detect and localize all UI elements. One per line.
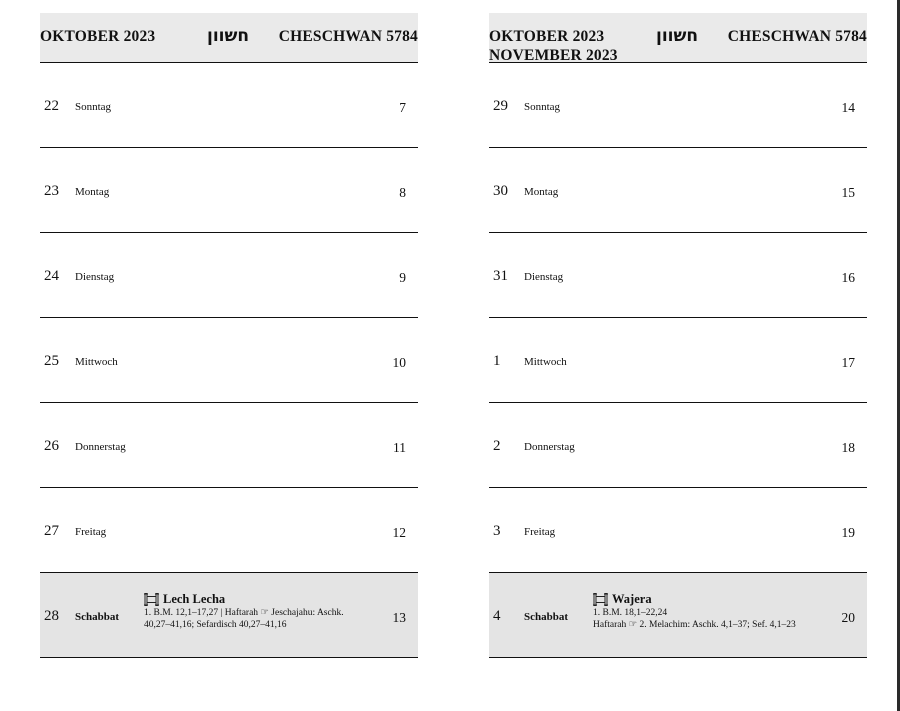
hebrew-date: 8 (399, 185, 406, 200)
day-row[interactable] (40, 318, 418, 403)
torah-scroll-icon (593, 593, 608, 606)
day-number: 22 (44, 98, 59, 114)
weekday-name: Dienstag (524, 271, 564, 283)
day-number: 2 (493, 438, 501, 454)
day-row[interactable] (489, 148, 867, 233)
day-row[interactable] (40, 488, 418, 573)
weekday-name: Mittwoch (75, 356, 118, 368)
day-row[interactable] (489, 63, 867, 148)
day-row[interactable] (40, 233, 418, 318)
day-row[interactable] (489, 488, 867, 573)
parasha-title (144, 591, 374, 607)
hebrew-date: 20 (841, 610, 855, 625)
day-number: 4 (493, 608, 501, 624)
day-number: 3 (493, 523, 501, 539)
page-header (489, 13, 867, 63)
torah-scroll-icon (144, 593, 159, 606)
weekday-name: Montag (524, 186, 559, 198)
weekday-name: Mittwoch (524, 356, 567, 368)
hebrew-date: 10 (392, 355, 406, 370)
hebrew-date: 17 (841, 355, 855, 370)
weekday-name: Freitag (524, 526, 556, 538)
day-number: 1 (493, 353, 501, 369)
right-calendar-page (489, 13, 867, 658)
weekday-name: Donnerstag (75, 441, 126, 453)
hebrew-date: 9 (399, 270, 406, 285)
weekday-name: Sonntag (524, 101, 561, 113)
day-number: 23 (44, 183, 59, 199)
page-header (40, 13, 418, 63)
parasha-reading-line1: 1. B.M. 12,1–17,27 | Haftarah ☞ Jeschajahu: Aschk. (144, 608, 344, 618)
day-number: 31 (493, 268, 508, 284)
hebrew-date: 7 (399, 100, 406, 115)
day-row[interactable] (489, 318, 867, 403)
day-number: 26 (44, 438, 59, 454)
hebrew-date: 14 (841, 100, 855, 115)
parasha-title (593, 591, 823, 607)
day-row[interactable] (489, 233, 867, 318)
parasha-reading-line2: 40,27–41,16; Sefardisch 40,27–41,16 (144, 620, 287, 630)
day-row[interactable] (40, 63, 418, 148)
weekday-name: Donnerstag (524, 441, 575, 453)
day-number: 27 (44, 523, 59, 539)
weekday-name: Schabbat (75, 611, 120, 623)
header-hebrew-month: חשוון (207, 26, 250, 46)
day-number: 30 (493, 183, 508, 199)
weekday-name: Freitag (75, 526, 107, 538)
weekday-name: Dienstag (75, 271, 115, 283)
day-number: 25 (44, 353, 59, 369)
header-hebrew-month: חשוון (656, 26, 699, 46)
day-number: 28 (44, 608, 59, 624)
shabbat-row[interactable] (40, 573, 418, 658)
hebrew-date: 12 (392, 525, 406, 540)
parasha-block (593, 591, 823, 631)
header-month-second: NOVEMBER 2023 (489, 47, 618, 64)
day-row[interactable] (40, 148, 418, 233)
weekday-name: Montag (75, 186, 110, 198)
day-number: 29 (493, 98, 508, 114)
header-month: OKTOBER 2023 (489, 28, 605, 45)
parasha-reading-line2: Haftarah ☞ 2. Melachim: Aschk. 4,1–37; Sef. 4,1–23 (593, 620, 796, 630)
shabbat-row[interactable] (489, 573, 867, 658)
hebrew-date: 18 (841, 440, 855, 455)
parasha-name: Lech Lecha (163, 592, 226, 606)
day-row[interactable] (489, 403, 867, 488)
header-jewish-month: CHESCHWAN 5784 (727, 28, 867, 45)
day-row[interactable] (40, 403, 418, 488)
parasha-block (144, 591, 374, 631)
weekday-name: Schabbat (524, 611, 569, 623)
header-jewish-month: CHESCHWAN 5784 (278, 28, 418, 45)
hebrew-date: 16 (841, 270, 855, 285)
header-month: OKTOBER 2023 (40, 28, 156, 45)
hebrew-date: 15 (841, 185, 855, 200)
day-number: 24 (44, 268, 59, 284)
left-calendar-page (40, 13, 418, 658)
hebrew-date: 13 (392, 610, 406, 625)
parasha-name: Wajera (612, 592, 652, 606)
weekday-name: Sonntag (75, 101, 112, 113)
hebrew-date: 19 (841, 525, 855, 540)
parasha-reading-line1: 1. B.M. 18,1–22,24 (593, 608, 668, 618)
hebrew-date: 11 (393, 440, 406, 455)
